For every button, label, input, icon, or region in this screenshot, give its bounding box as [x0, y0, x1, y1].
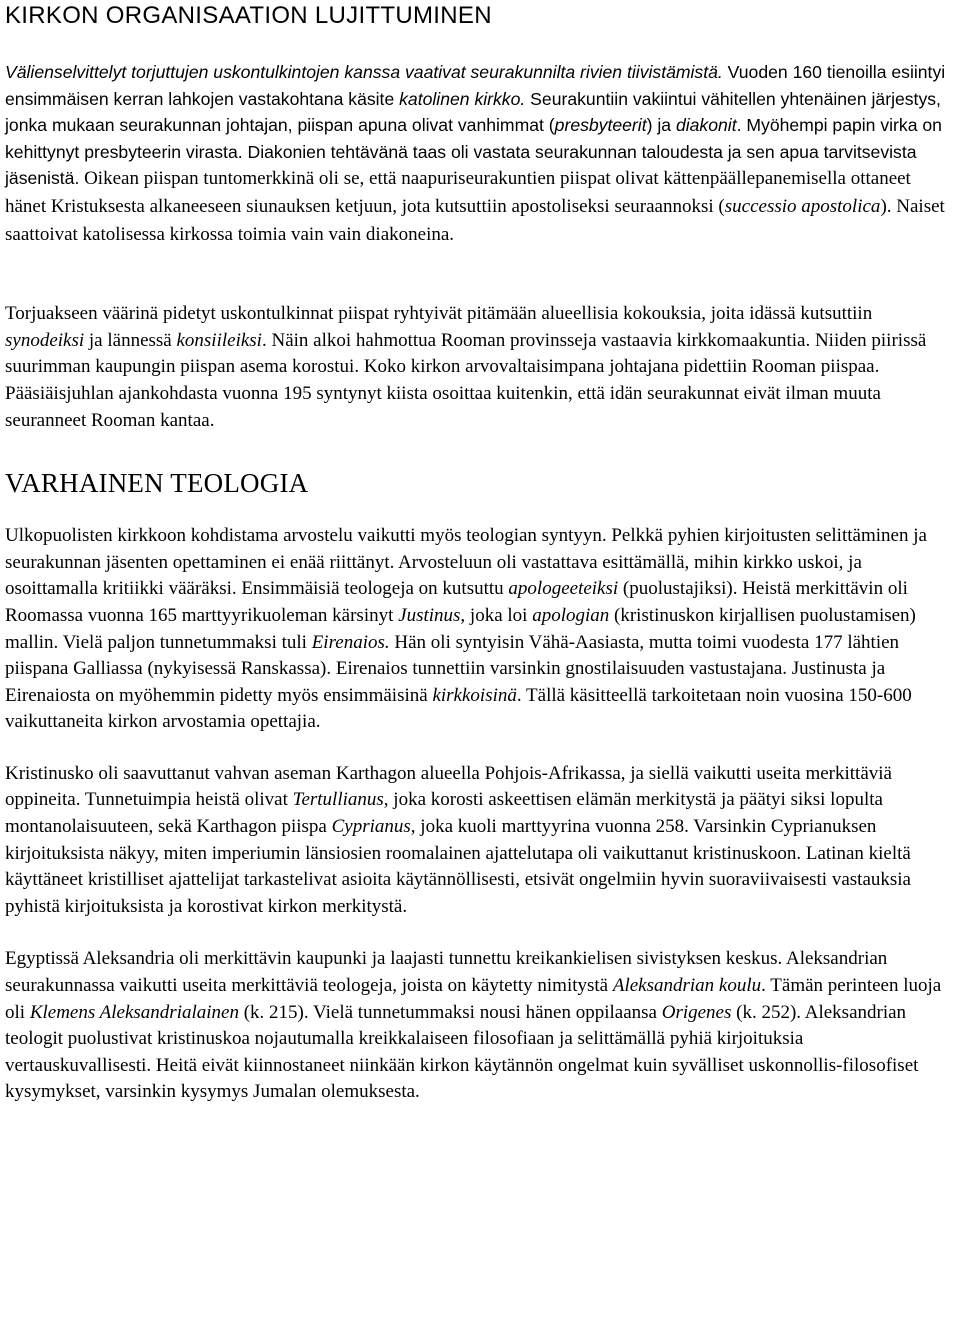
- italic-term: apologian: [532, 604, 610, 626]
- section-heading: VARHAINEN TEOLOGIA: [5, 468, 309, 499]
- text-segment: . Myöhempi papin virka on kehittynyt presbyteerin virasta. Diakonien tehtävänä taas oli vastata seurakunnan taloudesta ja sen apua tarvitsevista jäsenistä.: [5, 115, 942, 189]
- italic-term: successio apostolica: [724, 195, 881, 217]
- text-segment: Oikean piispan tuntomerkkinä oli se, että naapuriseurakuntien piispat olivat kättenpäällepanemisella ottaneet hänet Kristuksesta alkaneeseen siunauksen ketjuun, jota kutsuttiin apostoliseksi seuraannoksi (: [5, 168, 911, 217]
- italic-term: presbyteerit: [554, 115, 647, 136]
- italic-term: Välienselvittelyt torjuttujen uskontulkintojen kanssa vaativat seurakunnilta rivien tiivistämistä.: [5, 62, 723, 82]
- paragraph-intro: [5, 59, 953, 248]
- text-segment: (k. 252). Aleksandrian teologit puolustivat kristinuskoa nojautumalla kreikkalaiseen filosofiaan ja selittämällä pyhiä kirjoituksia vertauskuvallisesti. Heitä eivät kiinnostaneet niinkään kirkon käytännön ongelmat kuin syvälliset uskonnollis-filosofiset kysymykset, varsinkin kysymys Jumalan olemuksesta.: [5, 1001, 919, 1103]
- paragraph-carthage: [5, 761, 953, 921]
- text-segment: ) ja: [646, 115, 676, 136]
- paragraph-synods: [5, 301, 953, 434]
- italic-term: apologeeteiksi: [508, 578, 619, 600]
- text-segment: Torjuakseen väärinä pidetyt uskontulkinnat piispat ryhtyivät pitämään alueellisia kokouksia, joita idässä kutsuttiin: [5, 303, 873, 325]
- italic-term: Justinus: [398, 604, 461, 626]
- text-segment: (puolustajiksi). Heistä merkittävin oli Roomassa vuonna 165 marttyyrikuoleman kärsinyt: [5, 578, 908, 626]
- text-segment: Egyptissä Aleksandria oli merkittävin kaupunki ja laajasti tunnettu kreikankielisen sivistyksen keskus. Aleksandrian seurakunnassa vaikutti useita merkittäviä teologeja, joista on käytetty nimitystä: [5, 948, 888, 997]
- text-segment: Kristinusko oli saavuttanut vahvan aseman Karthagon alueella Pohjois-Afrikassa, ja siellä vaikutti useita merkittäviä oppineita. Tunnetuimpia heistä olivat: [5, 762, 892, 811]
- text-segment: . Näin alkoi hahmottua Rooman provinsseja vastaavia kirkkomaakuntia. Niiden piirissä suurimman kaupungin piispan asema korostui. Koko kirkon arvovaltaisimpana johtajana pidettiin Rooman piispaa. Pääsiäisjuhlan ajankohdasta vuonna 195 syntynyt kiista osoittaa kuitenkin, että idän seurakunnat eivät ilman muuta seuranneet Rooman kantaa.: [5, 329, 927, 431]
- italic-term: synodeiksi: [5, 329, 85, 351]
- text-segment: , joka kuoli marttyyrina vuonna 258. Varsinkin Cyprianuksen kirjoituksista näkyy, miten imperiumin länsiosien roomalainen ajattelutapa oli vaikuttanut kristinuskoon. Latinan kieltä käyttäneet kristilliset ajattelijat tarkastelivat asioita käytännöllisesti, etsivät ongelmiin hyvin suoraviivaisesti vastauksia pyhistä kirjoituksista ja korostivat kirkon merkitystä.: [5, 816, 911, 917]
- paragraph-alexandria: [5, 946, 953, 1106]
- italic-term: Cyprianus: [331, 816, 411, 838]
- text-segment: Ulkopuolisten kirkkoon kohdistama arvostelu vaikutti myös teologian syntyyn. Pelkkä pyhien kirjoitusten selittäminen ja seurakunnan jäsenten opettaminen ei enää riittänyt. Arvosteluun oli vastattava esittämällä, mihin kirkko uskoi, ja osoittamalla kritiikki vääräksi. Ensimmäisiä teologeja on kutsuttu: [5, 525, 927, 600]
- italic-term: Tertullianus: [292, 789, 384, 811]
- text-segment: ja lännessä: [84, 329, 177, 351]
- text-segment: , joka loi: [460, 604, 533, 626]
- text-segment: , joka korosti askeettisen elämän merkitystä ja päätyi siksi lopulta montanolaisuuteen, sekä Karthagon piispa: [5, 789, 883, 838]
- italic-term: kirkkoisinä: [432, 684, 517, 706]
- document-title: KIRKON ORGANISAATION LUJITTUMINEN: [5, 2, 492, 29]
- text-segment: . Tämän perinteen luoja oli: [5, 975, 942, 1023]
- italic-term: Aleksandrian koulu: [612, 975, 762, 997]
- text-segment: Seurakuntiin vakiintui vähitellen yhtenäinen järjestys, jonka mukaan seurakunnan johtajan, piispan apuna olivat vanhimmat (: [5, 88, 941, 136]
- text-segment: ). Naiset saattoivat katolisessa kirkossa toimia vain vain diakoneina.: [5, 195, 945, 245]
- paragraph-apologists: [5, 523, 953, 736]
- italic-term: Origenes: [661, 1001, 732, 1023]
- text-segment: (k. 215). Vielä tunnetummaksi nousi hänen oppilaansa: [238, 1001, 662, 1023]
- italic-term: konsiileiksi: [176, 329, 262, 351]
- text-segment: . Tällä käsitteellä tarkoitetaan noin vuosina 150-600 vaikuttaneita kirkon arvostamia opettajia.: [5, 684, 912, 733]
- italic-term: katolinen kirkko.: [399, 88, 526, 109]
- italic-term: Klemens Aleksandrialainen: [29, 1001, 239, 1023]
- text-segment: Hän oli syntyisin Vähä-Aasiasta, mutta toimi vuodesta 177 lähtien piispana Galliassa (nykyisessä Ranskassa). Eirenaios tunnettiin varsinkin gnostilaisuuden vastustajana. Justinusta ja Eirenaiosta on myöhemmin pidetty myös ensimmäisinä: [5, 631, 900, 706]
- italic-term: diakonit: [675, 115, 737, 136]
- italic-term: Eirenaios.: [311, 631, 390, 653]
- text-segment: (kristinuskon kirjallisen puolustamisen) mallin. Vielä paljon tunnetummaksi tuli: [5, 604, 916, 653]
- text-segment: Vuoden 160 tienoilla esiintyi ensimmäisen kerran lahkojen vastakohtana käsite: [5, 62, 946, 109]
